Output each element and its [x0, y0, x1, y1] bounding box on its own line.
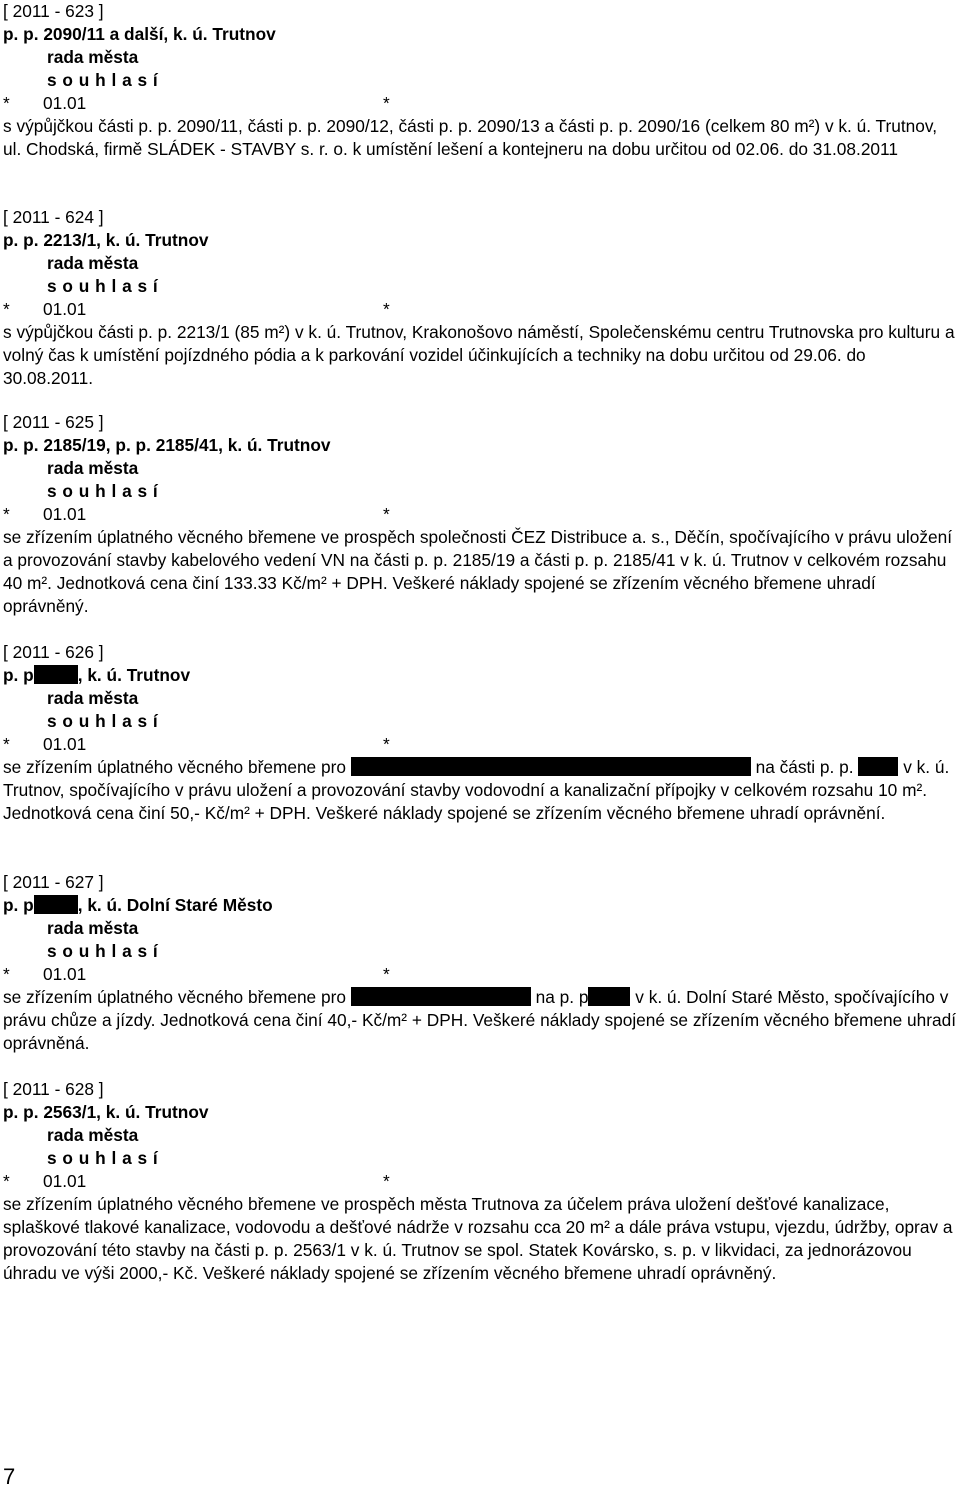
redaction-bar [858, 757, 898, 776]
record-628 [3, 1078, 958, 1285]
text-part: se zřízením úplatného věcného břemene pro [3, 757, 346, 777]
vote-star: * [3, 734, 10, 754]
vote-star: * [383, 299, 390, 319]
vote-star: * [3, 1171, 10, 1191]
page-number: 7 [3, 1464, 16, 1489]
text-part: v k. ú. Trutnov, spočívajícího v právu uložení a provozování stavby vodovodní a kanalizační přípojky v celkovém rozsahu 10 m². Jednotková cena činí 50,- Kč/m² + DPH. Veškeré náklady spojené se zřízením věcného břemene uhradí oprávnění. [3, 757, 950, 823]
record-ref: [ 2011 - 627 ] [3, 872, 104, 892]
souhlasi-label: s o u h l a s í [47, 276, 159, 296]
record-ref: [ 2011 - 625 ] [3, 412, 104, 432]
vote-date: 01.01 [43, 734, 87, 754]
vote-star: * [3, 93, 10, 113]
vote-date: 01.01 [43, 964, 87, 984]
vote-date: 01.01 [43, 1171, 87, 1191]
souhlasi-label: s o u h l a s í [47, 70, 159, 90]
record-text [3, 756, 958, 825]
record-text: s výpůjčkou části p. p. 2090/11, části p. p. 2090/12, části p. p. 2090/13 a části p. p. 2090/16 (celkem 80 m²) v k. ú. Trutnov, ul. Chodská, firmě SLÁDEK - STAVBY s. r. o. k umístění lešení a kontejneru na dobu určitou od 02.06. do 31.08.2011 [3, 116, 938, 159]
record-text: se zřízením úplatného věcného břemene ve prospěch společnosti ČEZ Distribuce a. s., Děčín, spočívajícího v právu uložení a provozování stavby kabelového vedení VN na části p. p. 2185/19 a části p. p. 2185/41 v k. ú. Trutnov v celkovém rozsahu 40 m². Jednotková cena činí 133.33 Kč/m² + DPH. Veškeré náklady spojené se zřízením věcného břemene uhradí oprávněný. [3, 527, 953, 616]
record-text [3, 986, 958, 1055]
rada-mesta-label: rada města [47, 47, 139, 67]
vote-star: * [383, 93, 390, 113]
record-624 [3, 206, 958, 390]
redaction-bar [588, 987, 630, 1006]
rada-mesta-label: rada města [47, 458, 139, 478]
text-part: na p. p [535, 987, 589, 1007]
vote-line [3, 963, 958, 986]
record-heading: p. p. 2185/19, p. p. 2185/41, k. ú. Trutnov [3, 435, 331, 455]
rada-mesta-label: rada města [47, 688, 139, 708]
vote-star: * [383, 504, 390, 524]
vote-star: * [383, 964, 390, 984]
record-text: se zřízením úplatného věcného břemene ve prospěch města Trutnova za účelem práva uložení dešťové kanalizace, splaškové tlakové kanalizace, vodovodu a dešťové nádrže v rozsahu cca 20 m² a dále práva vstupu, vjezdu, údržby, oprav a provozování této stavby na části p. p. 2563/1 v k. ú. Trutnov se spol. Statek Kovársko, s. p. v likvidaci, za jednorázovou úhradu ve výši 2000,- Kč. Veškeré náklady spojené se zřízením věcného břemene uhradí oprávněný. [3, 1194, 953, 1283]
vote-date: 01.01 [43, 504, 87, 524]
souhlasi-label: s o u h l a s í [47, 711, 159, 731]
vote-line [3, 92, 958, 115]
vote-line [3, 298, 958, 321]
souhlasi-label: s o u h l a s í [47, 481, 159, 501]
record-heading [3, 664, 958, 687]
text-part: v k. ú. Dolní Staré Město, spočívajícího v právu chůze a jízdy. Jednotková cena činí 40,- Kč/m² + DPH. Veškeré náklady spojené se zřízením věcného břemene uhradí oprávněná. [3, 987, 957, 1053]
redaction-bar [34, 665, 78, 684]
redaction-bar [351, 757, 751, 776]
record-623 [3, 0, 958, 161]
vote-line [3, 1170, 958, 1193]
record-ref: [ 2011 - 623 ] [3, 1, 104, 21]
record-ref: [ 2011 - 624 ] [3, 207, 104, 227]
vote-date: 01.01 [43, 93, 87, 113]
vote-star: * [383, 1171, 390, 1191]
record-ref: [ 2011 - 628 ] [3, 1079, 104, 1099]
record-ref: [ 2011 - 626 ] [3, 642, 104, 662]
record-626 [3, 641, 958, 825]
vote-line [3, 733, 958, 756]
record-625 [3, 411, 958, 618]
vote-date: 01.01 [43, 299, 87, 319]
vote-star: * [3, 504, 10, 524]
vote-line [3, 503, 958, 526]
record-text: s výpůjčkou části p. p. 2213/1 (85 m²) v k. ú. Trutnov, Krakonošovo náměstí, Společenskému centru Trutnovska pro kulturu a volný čas k umístění pojízdného pódia a k parkování vozidel účinkujících a techniky na dobu určitou od 29.06. do 30.08.2011. [3, 322, 955, 388]
heading-part: , k. ú. Dolní Staré Město [77, 895, 273, 915]
rada-mesta-label: rada města [47, 253, 139, 273]
record-heading: p. p. 2090/11 a další, k. ú. Trutnov [3, 24, 276, 44]
text-part: se zřízením úplatného věcného břemene pro [3, 987, 346, 1007]
vote-star: * [383, 734, 390, 754]
record-heading [3, 894, 958, 917]
souhlasi-label: s o u h l a s í [47, 1148, 159, 1168]
vote-star: * [3, 964, 10, 984]
redaction-bar [351, 987, 531, 1006]
souhlasi-label: s o u h l a s í [47, 941, 159, 961]
vote-star: * [3, 299, 10, 319]
rada-mesta-label: rada města [47, 918, 139, 938]
heading-part: p. p [3, 665, 34, 685]
record-heading: p. p. 2213/1, k. ú. Trutnov [3, 230, 209, 250]
rada-mesta-label: rada města [47, 1125, 139, 1145]
text-part: na části p. p. [755, 757, 854, 777]
heading-part: p. p [3, 895, 34, 915]
heading-part: , k. ú. Trutnov [77, 665, 191, 685]
record-heading: p. p. 2563/1, k. ú. Trutnov [3, 1102, 209, 1122]
redaction-bar [34, 895, 78, 914]
record-627 [3, 871, 958, 1055]
